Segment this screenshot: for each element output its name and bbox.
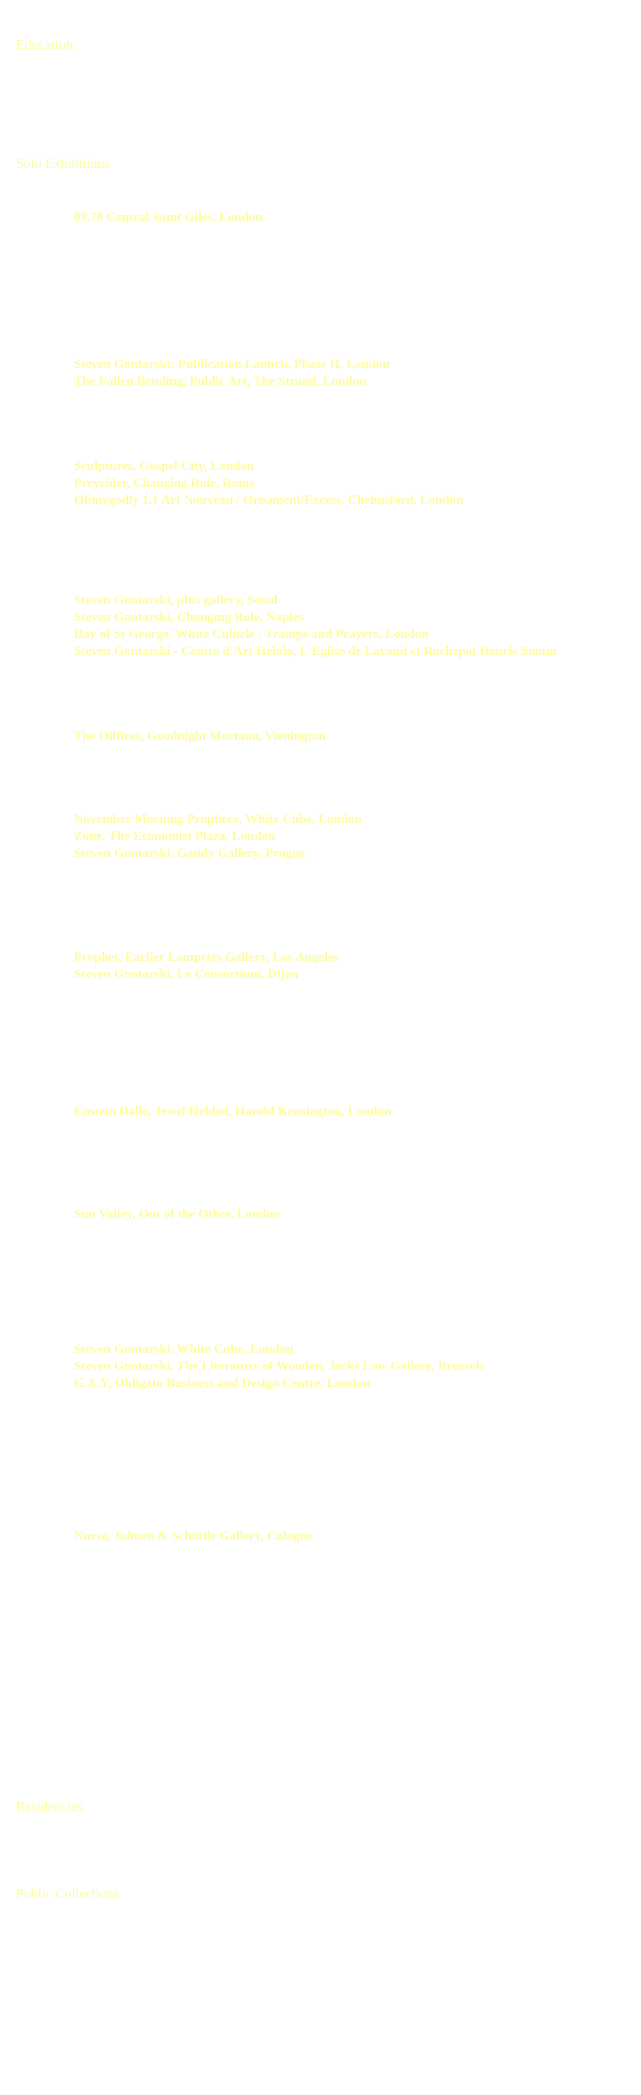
education-heading: Education (16, 38, 73, 53)
exhibition-group (74, 591, 557, 659)
exhibition-item: Preyrider, Changing Role, Rome (74, 475, 255, 490)
exhibition-item: The Fallen Bending, Public Art, The Strand, London (74, 373, 367, 388)
exhibition-group (74, 457, 463, 508)
exhibition-item: Epstein Dalle, Jewel Hebbel, Harold Kensington, London (74, 1103, 392, 1118)
residencies-heading: Residencies (16, 1800, 83, 1815)
exhibition-item: Steven Gontarski: Publication Launch, Phase II, London (74, 356, 390, 371)
exhibition-group (74, 727, 326, 744)
public-collections-heading: Public Collections (16, 1887, 120, 1902)
exhibition-group (74, 1102, 391, 1119)
exhibition-group (74, 948, 339, 982)
exhibition-group (74, 1340, 484, 1391)
exhibition-item: The Oilfires, Goodnight Mortana, Vienington (74, 728, 326, 743)
exhibition-item: Ohmygodly 1.1 Art Nouveau / Ornament/Excess, Chelmsford, London (74, 492, 464, 507)
exhibition-group (74, 208, 263, 225)
exhibition-item: G.X.Y, Obligato Business and Design Centre, London (74, 1375, 371, 1390)
exhibition-item: Steven Gontarski, White Cube, London (74, 1341, 294, 1356)
exhibition-item: Steven Gontarski, Le Consortium, Dijon (74, 966, 299, 981)
exhibition-item: Sculptures, Gospel City, London (74, 458, 255, 473)
exhibition-item: Zone, The Economist Plaza, London (74, 828, 276, 843)
exhibition-item: Day of St George, White Cubicle / Tramps and Prayers, London (74, 626, 429, 641)
exhibition-group (74, 810, 362, 861)
exhibition-item: 09.78 Central Saint Giles, London (74, 209, 263, 224)
exhibition-item: Sun Valley, Out of the Other, London (74, 1206, 281, 1221)
exhibition-item: Steven Gontarski, Gandy Gallery, Prague (74, 845, 306, 860)
exhibition-item: Steven Gontarski, The Literature of Wooden, Jacks Law Gallery, Brussels (74, 1358, 485, 1373)
exhibition-item: Nurse, Johnen & Schöttle Gallery, Cologne (74, 1528, 313, 1543)
exhibition-item: Steven Gontarski - Centre d'Art Hebdo, L'Eglise de Lavaud et Rochepot Heurle Somm (74, 643, 557, 658)
exhibition-item: Prophet, Earlier Lamprets Gallery, Los Angeles (74, 949, 339, 964)
exhibition-group (74, 355, 390, 389)
solo-exhibitions-heading: Solo Exhibitions (16, 157, 110, 172)
exhibition-item: Steven Gontarski, plus gallery, Seoul (74, 592, 278, 607)
exhibition-group (74, 1205, 280, 1222)
exhibition-item: Steven Gontarski, Changing Role, Naples (74, 609, 304, 624)
exhibition-item: November Morning Prophecy, White Cube, London (74, 811, 362, 826)
exhibition-group (74, 1527, 313, 1544)
